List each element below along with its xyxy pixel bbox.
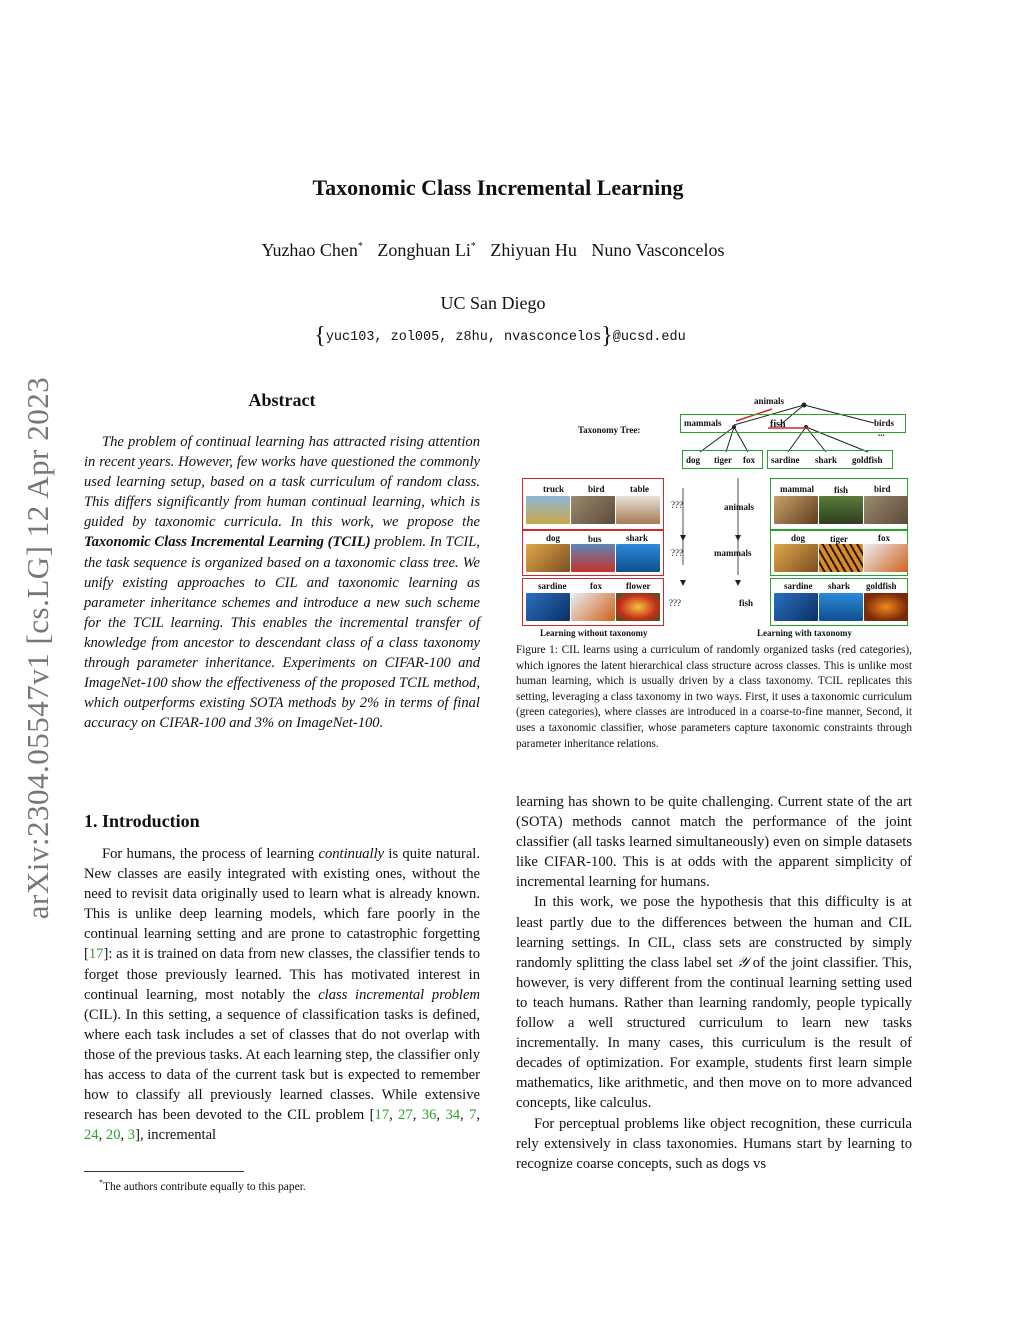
flower-image — [616, 593, 660, 621]
paragraph: learning has shown to be quite challenging. Current state of the art (SOTA) methods cannot match the performance of the joint classifier (all tasks learned simultaneously) even on simple datasets like CIFAR-100. This is at odds with the apparent simplicity of incremental learning for humans. — [516, 794, 912, 891]
image-label: sardine — [538, 581, 567, 591]
dog-image — [526, 544, 570, 572]
tree-leaf-tiger: tiger — [714, 455, 732, 465]
image-label: mammal — [780, 484, 814, 494]
tree-root-node: animals — [754, 396, 785, 406]
right-column-text — [516, 792, 912, 1174]
image-label: truck — [543, 484, 564, 494]
fox-image — [864, 544, 908, 572]
image-label: fish — [834, 485, 849, 495]
author: Zhiyuan Hu — [490, 240, 577, 260]
tree-node-mammals: mammals — [684, 418, 722, 428]
tree-node-fish: fish — [770, 419, 786, 430]
unknown-label: ??? — [669, 598, 681, 608]
sardine-image — [526, 593, 570, 621]
fish-image — [819, 496, 863, 524]
bird-image — [571, 496, 615, 524]
footnote-rule — [84, 1171, 244, 1172]
section-heading-introduction: 1. Introduction — [84, 811, 200, 831]
mammal-image — [774, 496, 818, 524]
author: Nuno Vasconcelos — [591, 240, 725, 260]
shark-image — [616, 544, 660, 572]
tree-leaf-goldfish: goldfish — [852, 455, 883, 465]
stage-label-fish: fish — [739, 598, 754, 608]
left-panel-caption: Learning without taxonomy — [540, 628, 648, 638]
paper-title: Taxonomic Class Incremental Learning — [312, 175, 684, 200]
citation-link[interactable]: 17 — [88, 946, 104, 963]
image-label: fox — [590, 581, 602, 591]
bus-image — [571, 544, 615, 572]
tree-ellipsis: ... — [878, 428, 885, 438]
stage-label-animals: animals — [724, 502, 755, 512]
citation-link[interactable]: 24 — [84, 1127, 99, 1144]
dog-image — [774, 544, 818, 572]
right-panel-caption: Learning with taxonomy — [757, 628, 853, 638]
image-label: dog — [546, 533, 561, 543]
image-label: dog — [791, 533, 806, 543]
image-label: flower — [626, 581, 651, 591]
truck-image — [526, 496, 570, 524]
tree-leaf-shark: shark — [815, 455, 838, 465]
fox-image — [571, 593, 615, 621]
citation-link[interactable]: 3 — [127, 1127, 136, 1144]
unknown-label: ??? — [671, 548, 683, 558]
abstract-heading: Abstract — [248, 390, 316, 410]
goldfish-image — [864, 593, 908, 621]
image-label: bird — [874, 484, 891, 494]
bird-image — [864, 496, 908, 524]
author: Zonghuan Li* — [377, 240, 476, 260]
citation-link[interactable]: 36 — [421, 1107, 437, 1124]
stage-label-mammals: mammals — [714, 548, 752, 558]
table-image — [616, 496, 660, 524]
citation-link[interactable]: 27 — [398, 1107, 413, 1124]
image-label: shark — [626, 533, 649, 543]
tree-leaf-fox: fox — [743, 455, 755, 465]
taxonomy-tree-label: Taxonomy Tree: — [578, 425, 641, 435]
image-label: sardine — [784, 581, 813, 591]
author-list — [0, 240, 986, 261]
introduction-body: For humans, the process of learning continually is quite natural. New classes are easily integrated with existing ones, without the need to revisit data originally used to learn what is already known. This is unlike deep learning models, which fare poorly in the continual learning setting and are prone to catastrophic forgetting [17]: as it is trained on data from new classes, the classifier tends to forget those previously learned. This has motivated interest in continual learning, most notably the class incremental problem (CIL). In this setting, a sequence of classification tasks is defined, where each task includes a set of classes that do not overlap with those of the previous tasks. At each learning step, the classifier only has access to data of the current task but is expected to remember how to classify all previously learned classes. While extensive research has been devoted to the CIL problem [17, 27, 36, 34, 7, 24, 20, 3], incremental — [84, 846, 481, 1144]
abstract-body: The problem of continual learning has attracted rising attention in recent years. However, few works have questioned the commonly used learning setup, based on a task curriculum of random class. This differs significantly from human continual learning, which is guided by taxonomic curricula. In this work, we propose the Taxonomic Class Incremental Learning (TCIL) problem. In TCIL, the task sequence is organized based on a taxonomic class tree. We unify existing approaches to CIL and taxonomic learning as parameter inheritance schemes and introduce a new such scheme for the TCIL learning. This enables the incremental transfer of knowledge from ancestor to descendant class of a class taxonomy through parameter inheritance. Experiments on CIFAR-100 and ImageNet-100 show the effectiveness of the proposed TCIL method, which outperforms existing SOTA methods by 2% in terms of final accuracy on CIFAR-100 and 3% on ImageNet-100. — [84, 434, 480, 732]
tiger-image — [819, 544, 863, 572]
image-label: fox — [878, 533, 890, 543]
image-label: goldfish — [866, 581, 897, 591]
figure-1 — [516, 390, 912, 642]
image-label: tiger — [830, 534, 848, 544]
paragraph: For perceptual problems like object recognition, these curricula rely extensively in class taxonomies. Humans start by learning to recognize coarse concepts, such as dogs vs — [516, 1115, 912, 1172]
figure-1-caption: Figure 1: CIL learns using a curriculum of randomly organized tasks (red categories), which ignores the latent hierarchical class structure across classes. This is unlike most human learning, which is usually driven by a class taxonomy. TCIL replicates this setting, leveraging a class taxonomy in two ways. First, it uses a taxonomic curriculum (green categories), where classes are introduced in a coarse-to-fine manner, Second, it uses a taxonomic classifier, whose parameters capture taxonomic constraints through parameter inheritance relations. — [516, 644, 912, 750]
shark-image — [819, 593, 863, 621]
author: Yuzhao Chen* — [261, 240, 363, 260]
citation-link[interactable]: 7 — [469, 1107, 477, 1124]
image-label: bird — [588, 484, 605, 494]
unknown-label: ??? — [671, 500, 683, 510]
image-label: table — [630, 484, 649, 494]
tree-leaf-sardine: sardine — [771, 455, 800, 465]
tree-leaf-dog: dog — [686, 455, 701, 465]
paragraph: In this work, we pose the hypothesis that this difficulty is at least partly due to the differences between the human and CIL learning settings. In CIL, class sets are constructed by simply randomly splitting the class label set 𝒴 of the joint classifier. This, however, is very different from the continual learning setting used to teach humans. Rather than learning randomly, people typically follow a well structured curriculum to learn new tasks incrementally. In many cases, this curriculum is the result of decades of optimization. For example, students first learn simple mathematics, like arithmetic, and then move on to more advanced concepts, like calculus. — [516, 894, 912, 1112]
image-label: bus — [588, 534, 602, 544]
image-label: shark — [828, 581, 851, 591]
footnote: *The authors contribute equally to this paper. — [99, 1178, 306, 1193]
citation-link[interactable]: 17 — [374, 1107, 390, 1124]
arxiv-identifier: arXiv:2304.05547v1 [cs.LG] 12 Apr 2023 — [20, 376, 55, 920]
sardine-image — [774, 593, 818, 621]
tree-node-birds: birds — [874, 418, 895, 428]
citation-link[interactable]: 34 — [445, 1107, 461, 1124]
affiliation: UC San Diego — [440, 293, 546, 313]
citation-link[interactable]: 20 — [105, 1127, 121, 1144]
author-emails: {yuc103, zol005, z8hu, nvasconcelos}@ucsd.edu — [314, 323, 686, 349]
